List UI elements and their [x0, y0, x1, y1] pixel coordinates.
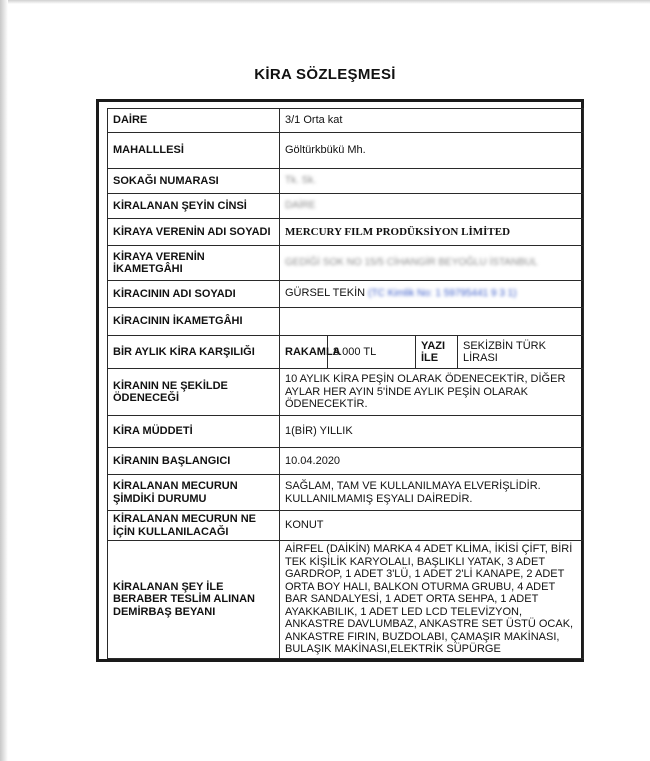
- table-row: [108, 475, 584, 511]
- table-row: [108, 246, 584, 281]
- row-value: AİRFEL (DAİKİN) MARKA 4 ADET KLİMA, İKİSİ ÇİFT, BİRİ TEK KİŞİLİK KARYOLALI, BAŞLIKLI YATAK, 3 ADET GARDROP, 1 ADET 3'LÜ, 1 ADET 2'Lİ KANAPE, 2 ADET ORTA BOY HALI, BALKON OTURMA GRUBU, 4 ADET BAR SANDALYESİ, 1 ADET ORTA SEHPA, 1 ADET AYAKKABILIK, 1 ADET LED LCD TELEVİZYON, ANKASTRE DAVLUMBAZ, ANKASTRE SET ÜSTÜ OCAK, ANKASTRE FIRIN, BUZDOLABI, ÇAMAŞIR MAKİNASI, BULAŞIK MAKİNASI,ELEKTRİK SÜPÜRGE: [280, 541, 584, 659]
- table-row: [108, 219, 584, 246]
- table-row: [108, 369, 584, 416]
- contract-table: [107, 108, 584, 659]
- row-value: Göltürkbükü Mh.: [280, 133, 584, 169]
- row-value: 1(BİR) YILLIK: [280, 416, 584, 448]
- redacted-text: DAİRE: [285, 200, 316, 212]
- page-shadow-top: [0, 0, 650, 4]
- page-shadow-left: [0, 0, 8, 761]
- row-label: KİRANIN BAŞLANGICI: [108, 448, 280, 475]
- row-label: DAİRE: [108, 109, 280, 133]
- row-value: SAĞLAM, TAM VE KULLANILMAYA ELVERİŞLİDİR. KULLANILMAMIŞ EŞYALI DAİREDİR.: [280, 475, 584, 511]
- table-row: [108, 308, 584, 336]
- row-label: KİRACININ İKAMETGÂHI: [108, 308, 280, 336]
- rakam-value: 8.000 TL: [328, 336, 416, 369]
- table-row: [108, 133, 584, 169]
- row-value: [280, 308, 584, 336]
- row-label: KİRAYA VERENİN ADI SOYADI: [108, 219, 280, 246]
- rakam-label: RAKAMLA: [280, 336, 328, 369]
- row-label: KİRA MÜDDETİ: [108, 416, 280, 448]
- row-label: KİRAYA VERENİN İKAMETGÂHI: [108, 246, 280, 281]
- row-value: MERCURY FILM PRODÜKSİYON LİMİTED: [280, 219, 584, 246]
- table-row: [108, 448, 584, 475]
- row-label: KİRALANAN ŞEYİN CİNSİ: [108, 194, 280, 219]
- table-row: [108, 511, 584, 541]
- table-row: [108, 416, 584, 448]
- yazi-value: SEKİZBİN TÜRK LİRASI: [458, 336, 584, 369]
- redacted-text: GEDİĞİ SOK NO 15/5 CİHANGİR BEYOĞLU İSTANBUL: [285, 257, 538, 269]
- redacted-id: (TC Kimlik No: 1 59795441 9 3 1): [368, 288, 517, 300]
- row-label: KİRACININ ADI SOYADI: [108, 281, 280, 308]
- row-label: KİRALANAN MECURUN ŞİMDİKİ DURUMU: [108, 475, 280, 511]
- table-row: [108, 109, 584, 133]
- table-row: [108, 336, 584, 369]
- row-value: 10 AYLIK KİRA PEŞİN OLARAK ÖDENECEKTİR, DİĞER AYLAR HER AYIN 5'İNDE AYLIK PEŞİN OLARAK ÖDENECEKTİR.: [280, 369, 584, 416]
- row-label: BİR AYLIK KİRA KARŞILIĞI: [108, 336, 280, 369]
- row-label: KİRALANAN ŞEY İLE BERABER TESLİM ALINAN DEMİRBAŞ BEYANI: [108, 541, 280, 659]
- row-label: KİRALANAN MECURUN NE İÇİN KULLANILACAĞI: [108, 511, 280, 541]
- table-row: [108, 169, 584, 194]
- row-label: SOKAĞI NUMARASI: [108, 169, 280, 194]
- row-label: KİRANIN NE ŞEKİLDE ÖDENECEĞİ: [108, 369, 280, 416]
- table-row: [108, 281, 584, 308]
- row-value: KONUT: [280, 511, 584, 541]
- redacted-text: Tk. Sk.: [285, 175, 317, 187]
- row-value: 10.04.2020: [280, 448, 584, 475]
- row-value: 3/1 Orta kat: [280, 109, 584, 133]
- row-label: MAHALLLESİ: [108, 133, 280, 169]
- table-row: [108, 541, 584, 659]
- table-row: [108, 194, 584, 219]
- yazi-label: YAZI İLE: [416, 336, 458, 369]
- document-title: KİRA SÖZLEŞMESİ: [254, 66, 396, 83]
- tenant-name: GÜRSEL TEKİN: [285, 287, 366, 300]
